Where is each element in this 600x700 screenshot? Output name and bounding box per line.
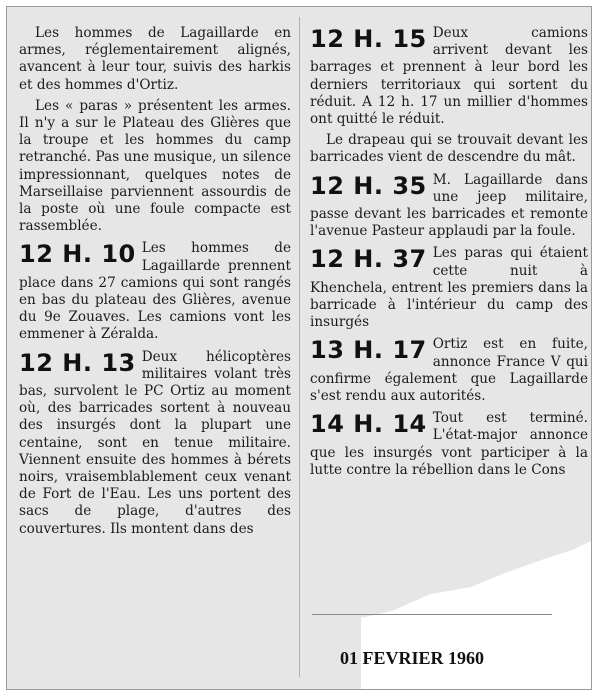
timeline-entry [310, 336, 588, 405]
timeline-entry [310, 25, 588, 128]
entry-time: 12 H. 10 [19, 240, 136, 269]
entry-text: Tout est terminé. L'état-major annonce que les insurgés vont participer à la lutte contre la rébellion dans le Cons [310, 410, 588, 478]
entry-text: Les hommes de Lagaillarde prennent place dans 27 camions qui sont rangés en bas du plateau des Glières, avenue du 9e Zouaves. Les camions vont les emmener à Zéralda. [19, 240, 291, 343]
entry-text: Les paras qui étaient cette nuit à Khenchela, entrent les premiers dans la barricade à l'intérieur du camp des insurgés [310, 245, 588, 331]
entry-text: Ortiz est en fuite, annonce France V qui confirme également que Lagaillarde s'est rendu aux autorités. [310, 336, 588, 405]
column-divider [299, 17, 300, 677]
entry-time: 12 H. 37 [310, 245, 427, 274]
timeline-entry [19, 349, 291, 538]
entry-time: 14 H. 14 [310, 410, 427, 439]
article-paragraph: Le drapeau qui se trouvait devant les barricades vient de descendre du mât. [310, 132, 588, 166]
entry-text: M. Lagaillarde dans une jeep militaire, passe devant les barricades et remonte l'avenue Pasteur applaudi par la foule. [310, 171, 588, 240]
article-column-left [19, 25, 291, 538]
entry-time: 13 H. 17 [310, 336, 427, 365]
entry-text: Deux camions arrivent devant les barrages et prennent à leur bord les derniers territoriaux qui sortent du réduit. A 12 h. 17 un millier d'hommes ont quitté le réduit. [310, 25, 588, 128]
timeline-entry [310, 410, 588, 479]
newspaper-clipping [6, 6, 592, 690]
article-column-right [310, 25, 588, 479]
article-paragraph: Les « paras » présentent les armes. Il n'y a sur le Plateau des Glières que la troupe et les hommes du camp retranché. Pas une musique, un silence impressionnant, quelques notes de Marseillaise parviennent assourdis de la poste où une foule compacte est rassemblée. [19, 97, 291, 235]
entry-text: Deux hélicoptères militaires volant très bas, survolent le PC Ortiz au moment où, des barricades sortent à nouveau des insurgés dont la plupart une centaine, sont en tenue militaire. Viennent ensuite des hommes à bérets noirs, vraisemblablement ceux venant de Fort de l'Eau. Les uns portent des sacs de plage, d'autres des couvertures. Ils montent dans des [19, 348, 291, 537]
date-rule [312, 614, 552, 615]
entry-time: 12 H. 15 [310, 25, 427, 53]
entry-time: 12 H. 35 [310, 171, 427, 200]
timeline-entry [19, 240, 291, 343]
timeline-entry [310, 172, 588, 241]
article-paragraph: Les hommes de Lagaillarde en armes, réglementairement alignés, avancent à leur tour, suivis des harkis et des hommes d'Ortiz. [19, 25, 291, 93]
entry-time: 12 H. 13 [19, 348, 136, 377]
timeline-entry [310, 245, 588, 331]
clipping-date: 01 FEVRIER 1960 [340, 648, 485, 668]
